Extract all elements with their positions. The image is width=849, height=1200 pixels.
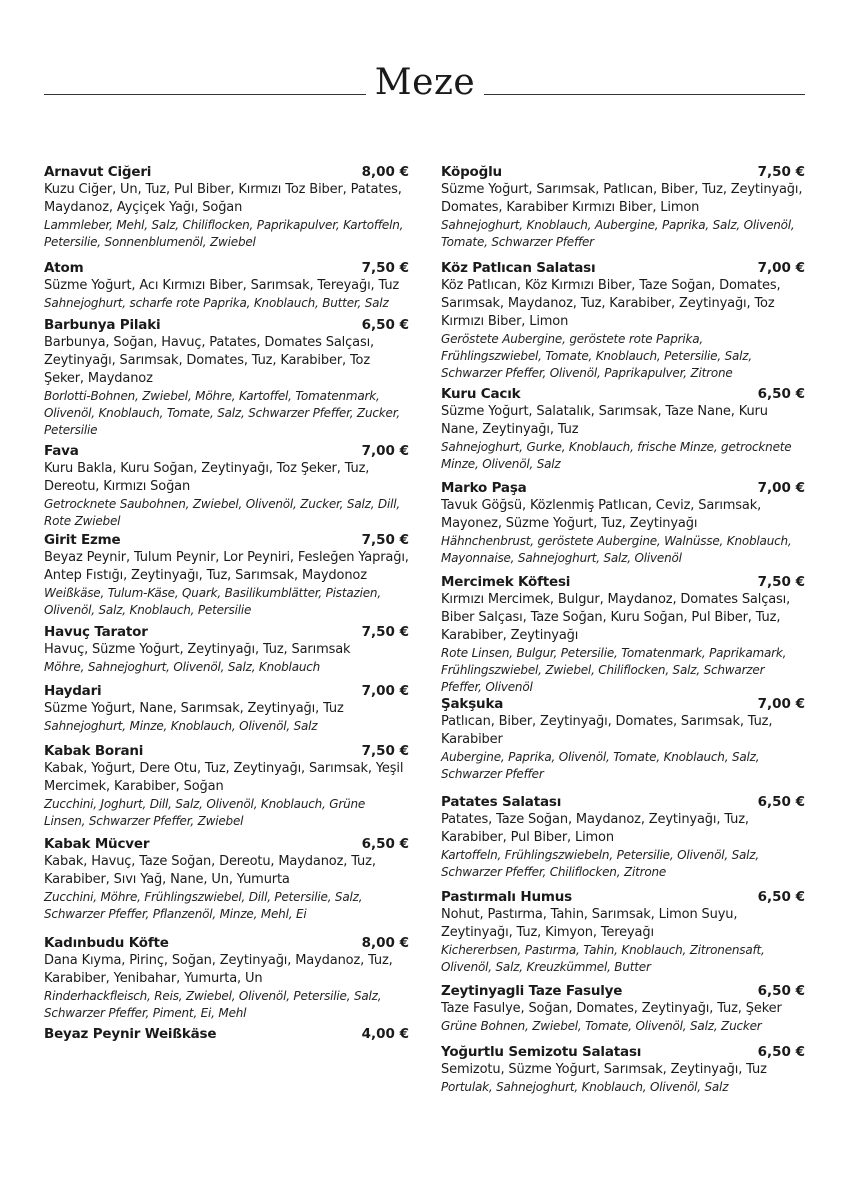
menu-item-price: 7,50 €	[361, 624, 409, 640]
menu-item-header	[441, 479, 805, 497]
menu-item-ingredients-tr: Barbunya, Soğan, Havuç, Patates, Domates Salçası, Zeytinyağı, Sarımsak, Domates, Tuz, Karabiber, Toz Şeker, Maydanoz	[44, 335, 375, 386]
menu-item-ingredients-tr: Kabak, Havuç, Taze Soğan, Dereotu, Maydanoz, Tuz, Karabiber, Sıvı Yağ, Nane, Un, Yumurta	[44, 854, 376, 887]
menu-item-ingredients-de: Sahnejoghurt, Gurke, Knoblauch, frische Minze, getrocknete Minze, Olivenöl, Salz	[441, 440, 792, 471]
menu-item-price: 6,50 €	[757, 1044, 805, 1060]
menu-item-header	[441, 259, 805, 277]
menu-item-ingredients-de: Weißkäse, Tulum-Käse, Quark, Basilikumblätter, Pistazien, Olivenöl, Salz, Knoblauch, Petersilie	[44, 586, 381, 617]
menu-item-price: 7,00 €	[757, 696, 805, 712]
menu-item-price: 8,00 €	[361, 164, 409, 180]
menu-item-name: Yoğurtlu Semizotu Salatası	[441, 1044, 642, 1060]
menu-item-price: 6,50 €	[757, 983, 805, 999]
menu-item-ingredients-tr: Kuru Bakla, Kuru Soğan, Zeytinyağı, Toz Şeker, Tuz, Dereotu, Kırmızı Soğan	[44, 461, 370, 494]
menu-item-ingredients-tr: Havuç, Süzme Yoğurt, Zeytinyağı, Tuz, Sarımsak	[44, 642, 351, 657]
menu-item-ingredients-de: Hähnchenbrust, geröstete Aubergine, Walnüsse, Knoblauch, Mayonnaise, Sahnejoghurt, Salz, Olivenöl	[441, 534, 792, 565]
menu-item	[44, 835, 409, 923]
menu-item-ingredients-de: Kichererbsen, Pastırma, Tahin, Knoblauch, Zitronensaft, Olivenöl, Salz, Kreuzkümmel, Butter	[441, 943, 765, 974]
menu-item-header	[44, 442, 409, 460]
menu-item-ingredients-de: Sahnejoghurt, Minze, Knoblauch, Olivenöl, Salz	[44, 719, 318, 733]
menu-item-ingredients-tr: Süzme Yoğurt, Sarımsak, Patlıcan, Biber, Tuz, Zeytinyağı, Domates, Karabiber Kırmızı Biber, Limon	[441, 182, 803, 215]
menu-item-name: Haydari	[44, 683, 102, 699]
menu-item	[441, 573, 805, 696]
menu-item	[441, 259, 805, 382]
menu-item-header	[441, 888, 805, 906]
menu-item-ingredients-de: Möhre, Sahnejoghurt, Olivenöl, Salz, Knoblauch	[44, 660, 321, 674]
menu-item-name: Pastırmalı Humus	[441, 889, 572, 905]
menu-item-ingredients-de: Grüne Bohnen, Zwiebel, Tomate, Olivenöl, Salz, Zucker	[441, 1019, 762, 1033]
menu-item	[44, 742, 409, 830]
menu-item-header	[441, 1043, 805, 1061]
menu-item-price: 6,50 €	[757, 889, 805, 905]
menu-item-ingredients-de: Zucchini, Möhre, Frühlingszwiebel, Dill, Petersilie, Salz, Schwarzer Pfeffer, Pflanzenöl, Minze, Mehl, Ei	[44, 890, 363, 921]
menu-item-name: Beyaz Peynir Weißkäse	[44, 1026, 217, 1042]
menu-item-price: 6,50 €	[361, 317, 409, 333]
menu-item-price: 7,50 €	[757, 164, 805, 180]
menu-item-ingredients-de: Aubergine, Paprika, Olivenöl, Tomate, Knoblauch, Salz, Schwarzer Pfeffer	[441, 750, 760, 781]
menu-item-name: Köpoğlu	[441, 164, 502, 180]
menu-item-ingredients-tr: Kırmızı Mercimek, Bulgur, Maydanoz, Domates Salçası, Biber Salçası, Taze Soğan, Kuru Soğan, Pul Biber, Tuz, Karabiber, Zeytinyağı	[441, 592, 791, 643]
menu-item-price: 6,50 €	[757, 794, 805, 810]
menu-item-name: Barbunya Pilaki	[44, 317, 161, 333]
menu-item-ingredients-tr: Dana Kıyma, Pirinç, Soğan, Zeytinyağı, Maydanoz, Tuz, Karabiber, Yenibahar, Yumurta, Un	[44, 953, 393, 986]
menu-item-header	[441, 695, 805, 713]
menu-item-ingredients-tr: Beyaz Peynir, Tulum Peynir, Lor Peyniri, Fesleğen Yaprağı, Antep Fıstığı, Zeytinyağı, Tuz, Sarımsak, Maydonoz	[44, 550, 409, 583]
menu-item-price: 8,00 €	[361, 935, 409, 951]
menu-header	[44, 58, 805, 108]
menu-item-ingredients-tr: Kabak, Yoğurt, Dere Otu, Tuz, Zeytinyağı, Sarımsak, Yeşil Mercimek, Karabiber, Soğan	[44, 761, 404, 794]
menu-item-name: Girit Ezme	[44, 532, 121, 548]
menu-item-name: Patates Salatası	[441, 794, 562, 810]
menu-item-ingredients-tr: Köz Patlıcan, Köz Kırmızı Biber, Taze Soğan, Domates, Sarımsak, Maydanoz, Tuz, Karabiber, Zeytinyağı, Toz Kırmızı Biber, Limon	[441, 278, 781, 329]
menu-item-header	[44, 163, 409, 181]
menu-item-ingredients-tr: Süzme Yoğurt, Acı Kırmızı Biber, Sarımsak, Tereyağı, Tuz	[44, 278, 400, 293]
menu-item	[441, 793, 805, 881]
menu-item-name: Zeytinyagli Taze Fasulye	[441, 983, 623, 999]
menu-item-ingredients-de: Rote Linsen, Bulgur, Petersilie, Tomatenmark, Paprikamark, Frühlingszwiebel, Zwiebel, Chiliflocken, Salz, Schwarzer Pfeffer, Olivenöl	[441, 646, 787, 694]
menu-item-ingredients-tr: Patates, Taze Soğan, Maydanoz, Zeytinyağı, Tuz, Karabiber, Pul Biber, Limon	[441, 812, 749, 845]
menu-item	[441, 1043, 805, 1096]
menu-item-ingredients-tr: Taze Fasulye, Soğan, Domates, Zeytinyağı, Tuz, Şeker	[441, 1001, 782, 1016]
menu-item-header	[44, 835, 409, 853]
menu-item	[44, 442, 409, 530]
menu-item-name: Kabak Mücver	[44, 836, 150, 852]
menu-item-price: 7,00 €	[361, 443, 409, 459]
menu-item-ingredients-tr: Kuzu Ciğer, Un, Tuz, Pul Biber, Kırmızı Toz Biber, Patates, Maydanoz, Ayçiçek Yağı, Soğan	[44, 182, 402, 215]
menu-item-header	[44, 531, 409, 549]
menu-item-ingredients-tr: Patlıcan, Biber, Zeytinyağı, Domates, Sarımsak, Tuz, Karabiber	[441, 714, 773, 747]
menu-item-header	[44, 682, 409, 700]
menu-item-header	[441, 793, 805, 811]
menu-item-name: Şakşuka	[441, 696, 504, 712]
menu-item	[441, 888, 805, 976]
header-rule-right	[484, 94, 805, 95]
menu-item-header	[44, 623, 409, 641]
menu-item-name: Arnavut Ciğeri	[44, 164, 152, 180]
menu-item-ingredients-de: Sahnejoghurt, Knoblauch, Aubergine, Paprika, Salz, Olivenöl, Tomate, Schwarzer Pfeffer	[441, 218, 795, 249]
menu-item-ingredients-de: Lammleber, Mehl, Salz, Chiliflocken, Paprikapulver, Kartoffeln, Petersilie, Sonnenblumenöl, Zwiebel	[44, 218, 404, 249]
menu-item	[44, 1025, 409, 1043]
menu-item	[44, 623, 409, 676]
menu-item-header	[44, 934, 409, 952]
menu-item-header	[44, 316, 409, 334]
menu-item-ingredients-tr: Nohut, Pastırma, Tahin, Sarımsak, Limon Suyu, Zeytinyağı, Tuz, Kimyon, Tereyağı	[441, 907, 738, 940]
menu-item-price: 7,50 €	[361, 743, 409, 759]
menu-item	[44, 682, 409, 735]
menu-item-price: 6,50 €	[361, 836, 409, 852]
menu-item	[44, 316, 409, 439]
menu-item	[44, 259, 409, 312]
menu-item-name: Mercimek Köftesi	[441, 574, 571, 590]
menu-item-price: 7,50 €	[361, 532, 409, 548]
menu-item-ingredients-de: Sahnejoghurt, scharfe rote Paprika, Knoblauch, Butter, Salz	[44, 296, 389, 310]
menu-item-header	[441, 163, 805, 181]
menu-item-header	[441, 385, 805, 403]
menu-item-ingredients-de: Rinderhackfleisch, Reis, Zwiebel, Olivenöl, Petersilie, Salz, Schwarzer Pfeffer, Piment, Ei, Mehl	[44, 989, 382, 1020]
menu-item	[44, 531, 409, 619]
menu-item-price: 7,50 €	[361, 260, 409, 276]
menu-item	[441, 982, 805, 1035]
menu-item-name: Havuç Tarator	[44, 624, 148, 640]
menu-item-name: Atom	[44, 260, 84, 276]
menu-item-header	[441, 573, 805, 591]
menu-item	[44, 163, 409, 251]
menu-item-header	[44, 1025, 409, 1043]
menu-item-price: 4,00 €	[361, 1026, 409, 1042]
menu-item-header	[441, 982, 805, 1000]
menu-item-price: 6,50 €	[757, 386, 805, 402]
menu-item-ingredients-tr: Tavuk Göğsü, Közlenmiş Patlıcan, Ceviz, Sarımsak, Mayonez, Süzme Yoğurt, Tuz, Zeytinyağı	[441, 498, 762, 531]
menu-item-name: Marko Paşa	[441, 480, 527, 496]
menu-item-name: Kadınbudu Köfte	[44, 935, 169, 951]
menu-item	[441, 385, 805, 473]
menu-item	[441, 163, 805, 251]
menu-item-ingredients-tr: Süzme Yoğurt, Nane, Sarımsak, Zeytinyağı, Tuz	[44, 701, 344, 716]
menu-item-price: 7,00 €	[757, 480, 805, 496]
menu-item-name: Kuru Cacık	[441, 386, 521, 402]
header-rule-left	[44, 94, 366, 95]
menu-item-ingredients-tr: Semizotu, Süzme Yoğurt, Sarımsak, Zeytinyağı, Tuz	[441, 1062, 767, 1077]
menu-item-ingredients-de: Kartoffeln, Frühlingszwiebeln, Petersilie, Olivenöl, Salz, Schwarzer Pfeffer, Chiliflocken, Zitrone	[441, 848, 759, 879]
menu-item-ingredients-de: Geröstete Aubergine, geröstete rote Paprika, Frühlingszwiebel, Tomate, Knoblauch, Petersilie, Salz, Schwarzer Pfeffer, Olivenöl, Paprikapulver, Zitrone	[441, 332, 753, 380]
menu-item-ingredients-tr: Süzme Yoğurt, Salatalık, Sarımsak, Taze Nane, Kuru Nane, Zeytinyağı, Tuz	[441, 404, 768, 437]
menu-item	[441, 695, 805, 783]
menu-item-ingredients-de: Zucchini, Joghurt, Dill, Salz, Olivenöl, Knoblauch, Grüne Linsen, Schwarzer Pfeffer, Zwiebel	[44, 797, 366, 828]
menu-item-ingredients-de: Getrocknete Saubohnen, Zwiebel, Olivenöl, Zucker, Salz, Dill, Rote Zwiebel	[44, 497, 400, 528]
page-title: Meze	[374, 62, 476, 103]
menu-item	[441, 479, 805, 567]
menu-item	[44, 934, 409, 1022]
menu-item-price: 7,50 €	[757, 574, 805, 590]
menu-item-name: Kabak Borani	[44, 743, 144, 759]
menu-item-name: Fava	[44, 443, 79, 459]
menu-item-price: 7,00 €	[361, 683, 409, 699]
menu-item-price: 7,00 €	[757, 260, 805, 276]
menu-item-header	[44, 742, 409, 760]
menu-item-name: Köz Patlıcan Salatası	[441, 260, 596, 276]
menu-item-ingredients-de: Borlotti-Bohnen, Zwiebel, Möhre, Kartoffel, Tomatenmark, Olivenöl, Knoblauch, Tomate, Salz, Schwarzer Pfeffer, Zucker, Petersilie	[44, 389, 400, 437]
menu-item-ingredients-de: Portulak, Sahnejoghurt, Knoblauch, Olivenöl, Salz	[441, 1080, 729, 1094]
menu-item-header	[44, 259, 409, 277]
